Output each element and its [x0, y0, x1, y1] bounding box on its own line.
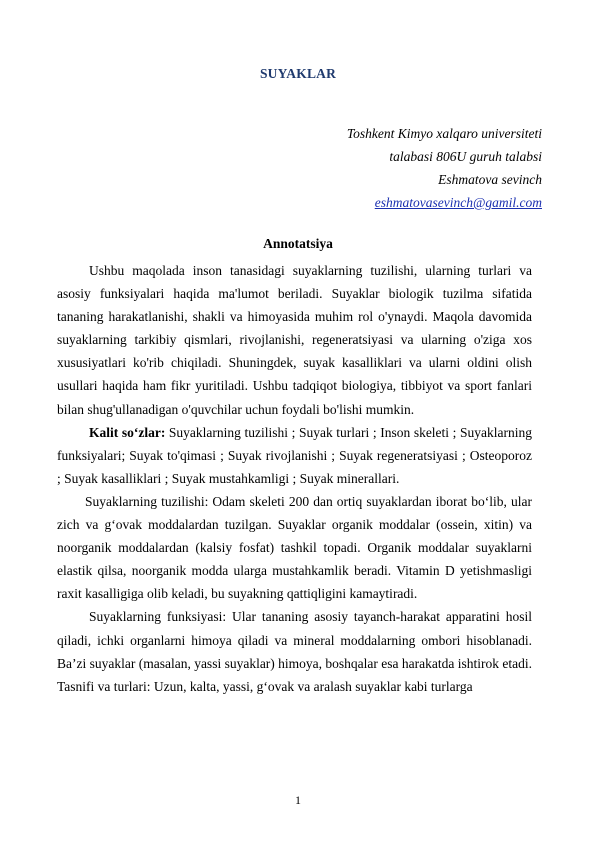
- types-paragraph: Tasnifi va turlari: Uzun, kalta, yassi, g‘ovak va aralash suyaklar kabi turlarga: [57, 678, 473, 694]
- author-university: Toshkent Kimyo xalqaro universiteti: [346, 126, 542, 141]
- body-text: [57, 259, 532, 698]
- keywords-text: Suyaklarning tuzilishi ; Suyak turlari ; Inson skeleti ; Suyaklarning funksiyalari; Suyak to'qimasi ; Suyak rivojlanishi ; Suyak regeneratsiyasi ; Osteoporoz ; Suyak kasalliklari ; Suyak mustahkamligi ; Suyak minerallari.: [57, 424, 532, 486]
- structure-paragraph: Suyaklarning tuzilishi: Odam skeleti 200 dan ortiq suyaklardan iborat bo‘lib, ular zich va g‘ovak moddalardan tuzilgan. Suyaklar organik moddalar (ossein, xitin) va noorganik moddalardan (kalsiy fosfat) tashkil topadi. Organik moddalar suyaklarni elastik qilsa, noorganik modda ularga mustahkamlik beradi. Vitamin D yetishmasligi raxit kasalligiga olib keladi, bu suyakning qattiqligini kamaytiradi.: [57, 493, 532, 602]
- abstract-paragraph: Ushbu maqolada inson tanasidagi suyaklarning tuzilishi, ularning turlari va asosiy funksiyalari haqida ma'lumot beriladi. Suyaklar biologik tuzilma sifatida tananing harakatlanishi, shakli va himoyasida muhim rol o'ynaydi. Maqola davomida suyaklarning tarkibiy qismlari, rivojlanishi, regeneratsiyasi va ularning o'ziga xos xususiyatlari ko'rib chiqiladi. Shuningdek, suyak kasalliklari va ularni oldini olish usullari haqida ham fikr yuritiladi. Ushbu tadqiqot biologiya, tibbiyot va sport fanlari bilan shug'ullanadigan o'quvchilar uchun foydali bo'lishi mumkin.: [57, 263, 532, 417]
- abstract-heading: Annotatsiya: [263, 236, 333, 251]
- keywords-label: Kalit so‘zlar:: [89, 424, 166, 440]
- page-number: 1: [295, 793, 301, 807]
- keywords-paragraph: [57, 421, 532, 490]
- author-name: Eshmatova sevinch: [438, 172, 542, 187]
- author-email-link[interactable]: eshmatovasevinch@gamil.com: [374, 195, 542, 210]
- author-block: [347, 122, 542, 214]
- function-paragraph: Suyaklarning funksiyasi: Ular tananing asosiy tayanch-harakat apparatini hosil qiladi, ichki organlarni himoya qiladi va mineral moddalarning ombori hisoblanadi. Ba’zi suyaklar (masalan, yassi suyaklar) himoya, boshqalar esa harakatda ishtirok etadi.: [57, 609, 532, 671]
- page-title: SUYAKLAR: [259, 66, 337, 81]
- author-group: talabasi 806U guruh talabsi: [389, 149, 542, 164]
